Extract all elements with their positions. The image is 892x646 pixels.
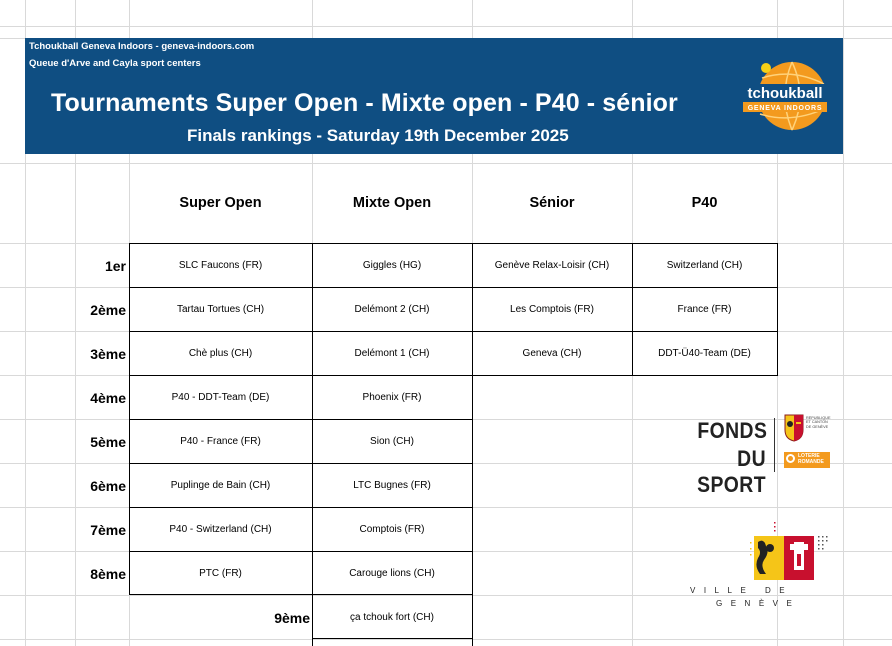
rank-label: 9ème	[274, 610, 310, 626]
table-cell: Phoenix (FR)	[362, 392, 422, 403]
geneva-city-crest-icon	[750, 522, 830, 584]
table-cell: Genève Relax-Loisir (CH)	[494, 260, 610, 271]
rank-label: 5ème	[90, 434, 126, 450]
fonds-line1: FONDS	[697, 418, 768, 443]
fonds-line2: DU SPORT	[697, 446, 766, 497]
column-header-mixte-open: Mixte Open	[352, 195, 432, 211]
tchoukball-logo	[738, 58, 832, 138]
rank-label: 3ème	[90, 346, 126, 362]
table-cell: Comptois (FR)	[359, 524, 425, 535]
table-cell: P40 - DDT-Team (DE)	[171, 392, 270, 403]
table-cell: SLC Faucons (FR)	[178, 260, 263, 271]
table-cell: LTC Bugnes (FR)	[353, 480, 431, 491]
table-cell: ça tchouk fort (CH)	[350, 612, 434, 623]
rank-label: 4ème	[90, 390, 126, 406]
venue-info: Queue d'Arve and Cayla sport centers	[29, 58, 201, 69]
ville-line1: VILLE DE	[690, 586, 794, 595]
page-subtitle: Finals rankings - Saturday 19th December 2025	[187, 126, 569, 145]
loterie-romande-label: LOTERIE ROMANDE	[798, 453, 824, 465]
fonds-du-sport-logo	[658, 412, 834, 497]
ville-de-geneve-logo	[688, 520, 838, 612]
table-cell: P40 - Switzerland (CH)	[169, 524, 272, 535]
table-cell: Carouge lions (CH)	[349, 568, 435, 579]
svg-text:GENEVA INDOORS: GENEVA INDOORS	[747, 105, 823, 112]
column-header-super-open: Super Open	[179, 195, 262, 211]
table-cell: Delémont 1 (CH)	[354, 348, 430, 359]
rank-label: 1er	[104, 258, 126, 274]
fonds-small-text: RÉPUBLIQUE ET CANTON DE GENÈVE	[806, 416, 831, 429]
ville-line2: GENÈVE	[716, 599, 801, 608]
header-banner	[25, 38, 843, 154]
column-header-p40: P40	[691, 195, 718, 211]
table-cell: Sion (CH)	[370, 436, 414, 447]
table-cell: Puplinge de Bain (CH)	[170, 480, 271, 491]
table-cell: Switzerland (CH)	[666, 260, 743, 271]
rank-label: 8ème	[90, 566, 126, 582]
site-info: Tchoukball Geneva Indoors - geneva-indoors.com	[29, 41, 255, 52]
table-cell: P40 - France (FR)	[180, 436, 261, 447]
page-title: Tournaments Super Open - Mixte open - P40 - sénior	[51, 89, 678, 117]
table-cell: Tartau Tortues (CH)	[176, 304, 265, 315]
table-cell: Giggles (HG)	[362, 260, 422, 271]
svg-text:tchoukball: tchoukball	[747, 85, 823, 102]
rank-label: 7ème	[90, 522, 126, 538]
table-cell: PTC (FR)	[199, 568, 242, 579]
rank-label: 6ème	[90, 478, 126, 494]
table-cell: DDT-Ü40-Team (DE)	[658, 348, 751, 359]
table-cell: France (FR)	[677, 304, 732, 315]
column-header-senior: Sénior	[529, 195, 575, 211]
geneva-crest-icon	[784, 414, 804, 442]
table-cell: Geneva (CH)	[522, 348, 582, 359]
rank-label: 2ème	[90, 302, 126, 318]
table-cell: Les Comptois (FR)	[510, 304, 594, 315]
table-cell: Delémont 2 (CH)	[354, 304, 430, 315]
table-cell: Chè plus (CH)	[188, 348, 253, 359]
